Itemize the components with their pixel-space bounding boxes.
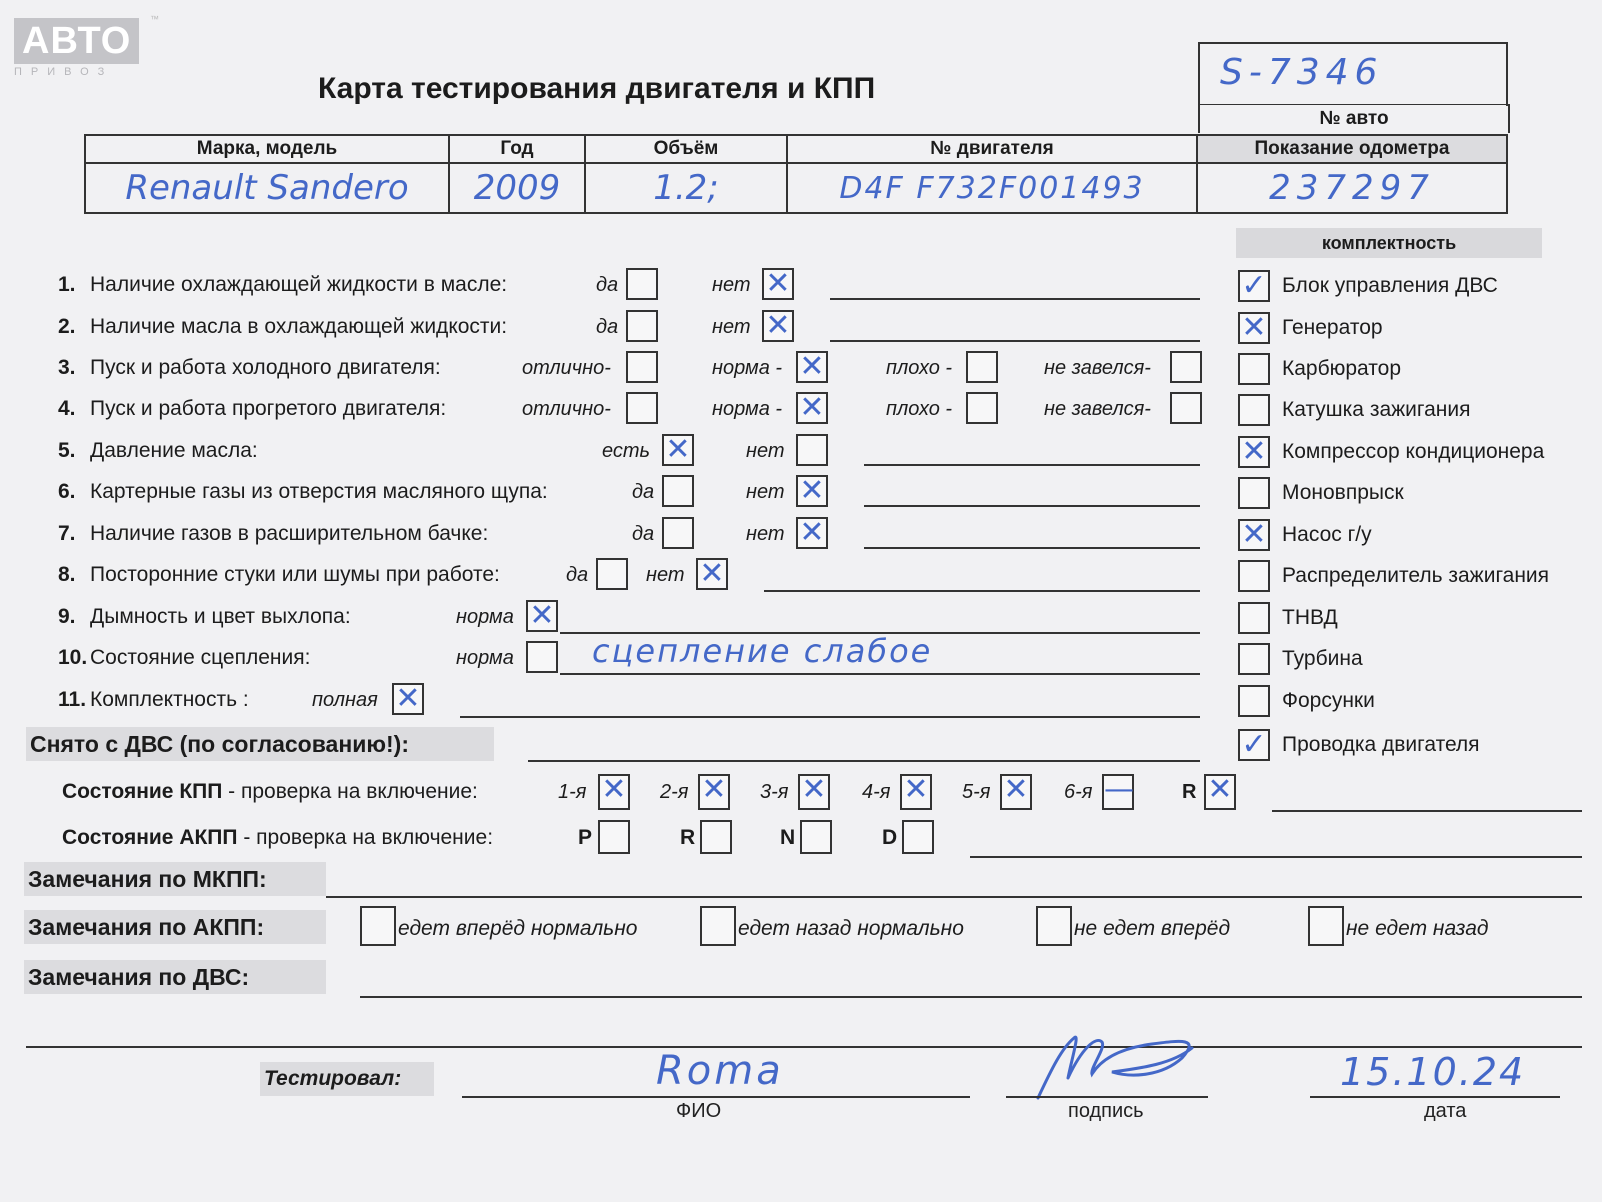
option-label: отлично-: [522, 357, 611, 379]
komplektnost-header: комплектность: [1236, 228, 1542, 258]
kompl-label: Насос г/у: [1282, 523, 1372, 546]
check-row-8: [58, 560, 500, 590]
fio-label: ФИО: [676, 1100, 722, 1122]
signature-image: [1032, 1018, 1212, 1108]
gear-checkbox[interactable]: ✕: [1204, 774, 1236, 810]
clutch-note: сцепление слабое: [592, 632, 933, 670]
kompl-checkbox[interactable]: [1238, 560, 1270, 592]
option-label: да: [632, 481, 655, 503]
kompl-checkbox[interactable]: ✓: [1238, 270, 1270, 302]
option-label: нет: [746, 481, 785, 503]
date-line: [1310, 1096, 1560, 1098]
check-row-10: [58, 643, 310, 673]
checkbox-yes[interactable]: [596, 558, 628, 590]
signature-label: подпись: [1068, 1100, 1144, 1122]
akpp-mode-label: P: [578, 826, 593, 849]
checkbox-no[interactable]: [796, 434, 828, 466]
note-line: [360, 996, 1582, 998]
kompl-label: Распределитель зажигания: [1282, 564, 1550, 587]
removed-from-engine-label: Снято с ДВС (по согласованию!):: [26, 727, 494, 761]
row-text: Пуск и работа прогретого двигателя:: [90, 397, 447, 420]
option-label: нет: [746, 523, 785, 545]
note-line: [864, 547, 1200, 549]
akpp-remark-checkbox[interactable]: [1308, 906, 1344, 946]
row-number: 7.: [58, 522, 76, 545]
checkbox-not-started[interactable]: [1170, 351, 1202, 383]
gear-label: 2-я: [660, 781, 689, 803]
option-label: да: [566, 564, 589, 586]
row-number: 10.: [58, 646, 88, 669]
fio-line: [462, 1096, 970, 1098]
kompl-label: Форсунки: [1282, 689, 1375, 712]
akpp-label-rest: - проверка на включение:: [237, 826, 494, 849]
test-date: 15.10.24: [1340, 1050, 1526, 1094]
akpp-remarks-label: Замечания по АКПП:: [24, 910, 326, 944]
header-odometer: Показание одометра: [1197, 135, 1507, 163]
kpp-label-bold: Состояние КПП: [62, 780, 223, 803]
check-row-3: [58, 353, 441, 383]
akpp-mode-label: R: [680, 826, 696, 849]
check-row-2: [58, 312, 507, 342]
gear-checkbox[interactable]: ✕: [900, 774, 932, 810]
gear-label: 4-я: [862, 781, 891, 803]
row-text: Картерные газы из отверстия масляного щупа:: [90, 480, 548, 503]
row-number: 5.: [58, 439, 76, 462]
kompl-checkbox[interactable]: [1238, 602, 1270, 634]
engine-remarks-label: Замечания по ДВС:: [24, 960, 326, 994]
option-label: нет: [646, 564, 685, 586]
kompl-label: Катушка зажигания: [1282, 398, 1471, 421]
kompl-label: ТНВД: [1282, 606, 1338, 629]
row-number: 1.: [58, 273, 76, 296]
row-text: Посторонние стуки или шумы при работе:: [90, 563, 500, 586]
kompl-label: Компрессор кондиционера: [1282, 440, 1545, 463]
check-row-5: [58, 436, 258, 466]
note-line: [830, 340, 1200, 342]
kompl-label: Генератор: [1282, 316, 1383, 339]
header-engine-number: № двигателя: [787, 135, 1197, 163]
option-label: нет: [712, 274, 751, 296]
row-number: 9.: [58, 605, 76, 628]
checkbox-yes[interactable]: ✕: [662, 434, 694, 466]
note-line: [326, 896, 1582, 898]
option-label: нет: [746, 440, 785, 462]
row-text: Комплектность :: [90, 688, 249, 711]
kompl-label: Моновпрыск: [1282, 481, 1404, 504]
kpp-check-label: [62, 776, 478, 808]
logo-text: АВТО: [14, 18, 139, 64]
row-number: 3.: [58, 356, 76, 379]
check-row-7: [58, 519, 488, 549]
option-label: да: [596, 316, 619, 338]
akpp-mode-checkbox[interactable]: [700, 820, 732, 854]
checkbox-full[interactable]: ✕: [392, 683, 424, 715]
avto-privoz-logo: [14, 18, 139, 78]
volume-value: 1.2;: [585, 163, 787, 213]
page-title: Карта тестирования двигателя и КПП: [318, 72, 876, 105]
check-row-9: [58, 602, 351, 632]
row-number: 6.: [58, 480, 76, 503]
tester-name: Roma: [656, 1048, 784, 1094]
check-row-1: [58, 270, 507, 300]
akpp-mode-checkbox[interactable]: [598, 820, 630, 854]
row-number: 8.: [58, 563, 76, 586]
kpp-label-rest: - проверка на включение:: [222, 780, 478, 803]
auto-number-value: S-7346: [1220, 52, 1384, 93]
note-line: [26, 1046, 1582, 1048]
kompl-checkbox[interactable]: ✕: [1238, 436, 1270, 468]
option-label: норма: [456, 606, 514, 628]
option-label: не завелся-: [1044, 357, 1151, 379]
row-text: Наличие масла в охлаждающей жидкости:: [90, 315, 508, 338]
option-label: полная: [312, 689, 378, 711]
engine-number-value: D4F F732F001493: [787, 163, 1197, 213]
note-line: [460, 716, 1200, 718]
header-year: Год: [449, 135, 585, 163]
note-line: [864, 505, 1200, 507]
note-line: [764, 590, 1200, 592]
header-make-model: Марка, модель: [85, 135, 449, 163]
checkbox-yes[interactable]: [662, 475, 694, 507]
note-line: [528, 760, 1200, 762]
signature-line: [1006, 1096, 1208, 1098]
kompl-checkbox[interactable]: [1238, 685, 1270, 717]
checkbox-bad[interactable]: [966, 351, 998, 383]
gear-checkbox[interactable]: ✕: [1000, 774, 1032, 810]
checkbox-no[interactable]: ✕: [796, 475, 828, 507]
kompl-label: Блок управления ДВС: [1282, 274, 1498, 297]
checkbox-no[interactable]: ✕: [796, 517, 828, 549]
akpp-remark-option: едет вперёд нормально: [398, 917, 638, 940]
option-label: да: [632, 523, 655, 545]
kompl-label: Проводка двигателя: [1282, 733, 1480, 756]
checkbox-yes[interactable]: [626, 268, 658, 300]
option-label: норма -: [712, 398, 783, 420]
gear-label: 6-я: [1064, 781, 1093, 803]
akpp-remark-checkbox[interactable]: [1036, 906, 1072, 946]
akpp-remark-option: не едет вперёд: [1074, 917, 1231, 940]
row-text: Пуск и работа холодного двигателя:: [90, 356, 441, 379]
row-text: Давление масла:: [90, 439, 258, 462]
akpp-mode-label: D: [882, 826, 898, 849]
option-label: нет: [712, 316, 751, 338]
tested-by-label: Тестировал:: [260, 1062, 434, 1096]
checkbox-bad[interactable]: [966, 392, 998, 424]
row-text: Дымность и цвет выхлопа:: [90, 605, 351, 628]
note-line: [830, 298, 1200, 300]
gear-label: R: [1182, 781, 1197, 803]
kompl-checkbox[interactable]: ✕: [1238, 519, 1270, 551]
checkbox-yes[interactable]: [662, 517, 694, 549]
row-text: Наличие газов в расширительном бачке:: [90, 522, 489, 545]
check-row-11: [58, 685, 249, 715]
gear-label: 1-я: [558, 781, 587, 803]
row-text: Состояние сцепления:: [90, 646, 311, 669]
odometer-value: 237297: [1197, 163, 1507, 213]
make-model-value: Renault Sandero: [85, 163, 449, 213]
mkpp-remarks-label: Замечания по МКПП:: [24, 862, 326, 896]
gear-checkbox[interactable]: ✕: [698, 774, 730, 810]
checkbox-no[interactable]: ✕: [696, 558, 728, 590]
kompl-checkbox[interactable]: ✕: [1238, 312, 1270, 344]
note-line: [560, 673, 1200, 675]
option-label: отлично-: [522, 398, 611, 420]
kompl-label: Турбина: [1282, 647, 1363, 670]
akpp-remark-checkbox[interactable]: [360, 906, 396, 946]
gear-checkbox[interactable]: ✕: [598, 774, 630, 810]
row-number: 2.: [58, 315, 76, 338]
gear-label: 5-я: [962, 781, 991, 803]
option-label: плохо -: [886, 357, 953, 379]
option-label: норма -: [712, 357, 783, 379]
row-number: 4.: [58, 397, 76, 420]
checkbox-not-started[interactable]: [1170, 392, 1202, 424]
akpp-check-label: [62, 822, 493, 854]
checkbox-yes[interactable]: [626, 310, 658, 342]
year-value: 2009: [449, 163, 585, 213]
akpp-remark-checkbox[interactable]: [700, 906, 736, 946]
checkbox-excellent[interactable]: [626, 392, 658, 424]
row-number: 11.: [58, 688, 87, 711]
kompl-checkbox[interactable]: [1238, 394, 1270, 426]
akpp-mode-checkbox[interactable]: [800, 820, 832, 854]
row-text: Наличие охлаждающей жидкости в масле:: [90, 273, 508, 296]
option-label: норма: [456, 647, 514, 669]
kompl-checkbox[interactable]: ✓: [1238, 729, 1270, 761]
header-volume: Объём: [585, 135, 787, 163]
kompl-checkbox[interactable]: [1238, 477, 1270, 509]
note-line: [970, 856, 1582, 858]
checkbox-no[interactable]: ✕: [762, 268, 794, 300]
gear-checkbox[interactable]: —: [1102, 774, 1134, 810]
check-row-6: [58, 477, 548, 507]
checkbox-normal[interactable]: [526, 641, 558, 673]
gear-checkbox[interactable]: ✕: [798, 774, 830, 810]
checkbox-normal[interactable]: ✕: [796, 392, 828, 424]
akpp-remark-option: едет назад нормально: [738, 917, 964, 940]
option-label: плохо -: [886, 398, 953, 420]
checkbox-excellent[interactable]: [626, 351, 658, 383]
car-info-table: [84, 134, 1508, 214]
note-line: [864, 464, 1200, 466]
akpp-mode-label: N: [780, 826, 796, 849]
auto-number-label: № авто: [1198, 104, 1510, 133]
kompl-checkbox[interactable]: [1238, 643, 1270, 675]
note-line: [1272, 810, 1582, 812]
checkbox-normal[interactable]: ✕: [526, 600, 558, 632]
checkbox-normal[interactable]: ✕: [796, 351, 828, 383]
option-label: да: [596, 274, 619, 296]
akpp-remark-option: не едет назад: [1346, 917, 1489, 940]
date-label: дата: [1424, 1100, 1467, 1122]
checkbox-no[interactable]: ✕: [762, 310, 794, 342]
logo-subtext: ПРИВОЗ: [14, 66, 114, 78]
option-label: есть: [602, 440, 651, 462]
akpp-mode-checkbox[interactable]: [902, 820, 934, 854]
gear-label: 3-я: [760, 781, 789, 803]
check-row-4: [58, 394, 446, 424]
option-label: не завелся-: [1044, 398, 1151, 420]
auto-number-box: [1198, 42, 1508, 106]
kompl-label: Карбюратор: [1282, 357, 1402, 380]
akpp-label-bold: Состояние АКПП: [62, 826, 238, 849]
logo-trademark: ™: [150, 14, 159, 24]
kompl-checkbox[interactable]: [1238, 353, 1270, 385]
